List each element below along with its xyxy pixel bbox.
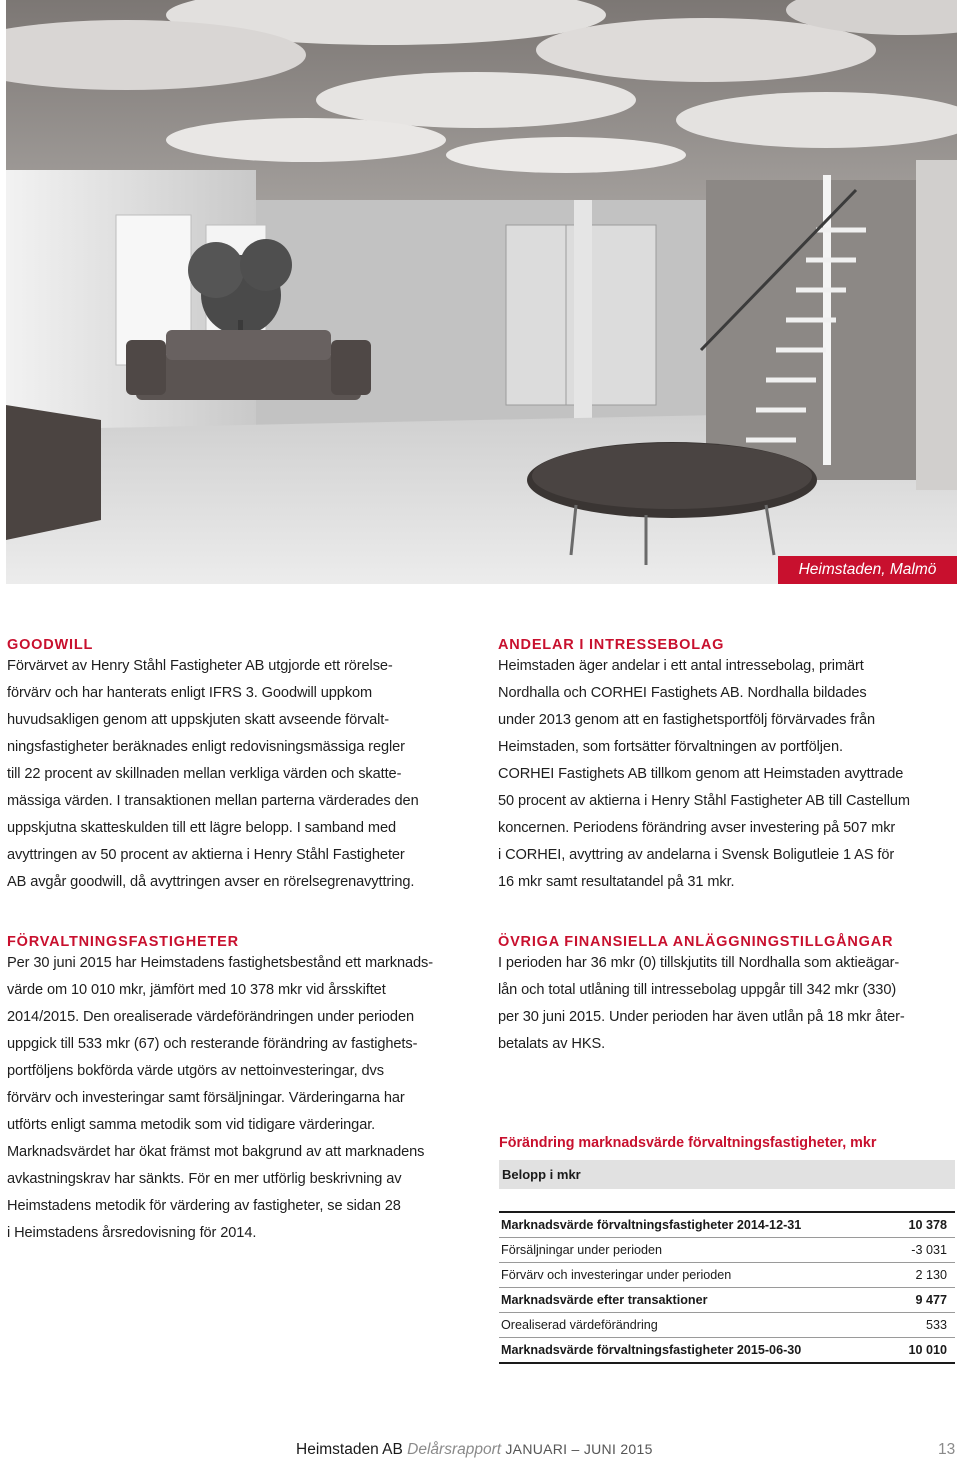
forvaltning-line: Heimstadens metodik för värdering av fastigheter, se sidan 28 bbox=[7, 1198, 401, 1214]
lobby-photo-illustration bbox=[6, 0, 957, 584]
table-header-rule bbox=[499, 1189, 955, 1213]
forvaltning-line: värde om 10 010 mkr, jämfört med 10 378 mkr vid årsskiftet bbox=[7, 982, 386, 998]
row-label: Marknadsvärde efter transaktioner bbox=[501, 1293, 708, 1307]
row-label: Marknadsvärde förvaltningsfastigheter 2014-12-31 bbox=[501, 1218, 802, 1232]
ovriga-body bbox=[498, 950, 954, 1058]
row-value: 10 010 bbox=[908, 1343, 947, 1357]
andelar-line: CORHEI Fastighets AB tillkom genom att Heimstaden avyttrade bbox=[498, 766, 904, 782]
goodwill-line: till 22 procent av skillnaden mellan verkliga värden och skatte- bbox=[7, 766, 402, 782]
lobby-photo bbox=[6, 0, 957, 584]
page-number: 13 bbox=[938, 1441, 956, 1458]
forvaltning-line: avkastningskrav har sänkts. För en mer utförlig beskrivning av bbox=[7, 1171, 402, 1187]
goodwill-line: avyttringen av 50 procent av aktierna i Henry Ståhl Fastigheter bbox=[7, 847, 405, 863]
andelar-line: Heimstaden äger andelar i ett antal intressebolag, primärt bbox=[498, 658, 864, 674]
row-value: 2 130 bbox=[915, 1268, 947, 1282]
forvaltning-line: i Heimstadens årsredovisning för 2014. bbox=[7, 1225, 257, 1241]
andelar-heading: ANDELAR I INTRESSEBOLAG bbox=[498, 637, 725, 653]
table-row bbox=[499, 1288, 955, 1313]
row-label: Orealiserad värdeförändring bbox=[501, 1318, 658, 1332]
ovriga-heading: ÖVRIGA FINANSIELLA ANLÄGGNINGSTILLGÅNGAR bbox=[498, 934, 894, 950]
goodwill-line: huvudsakligen genom att uppskjuten skatt avseende förvalt- bbox=[7, 712, 389, 728]
row-label: Förvärv och investeringar under perioden bbox=[501, 1268, 732, 1282]
forvaltning-line: utförts enligt samma metodik som vid tidigare värderingar. bbox=[7, 1117, 376, 1133]
andelar-line: 16 mkr samt resultatandel på 31 mkr. bbox=[498, 874, 735, 890]
forvaltning-heading: FÖRVALTNINGSFASTIGHETER bbox=[7, 934, 239, 950]
andelar-line: Nordhalla och CORHEI Fastighets AB. Nordhalla bildades bbox=[498, 685, 867, 701]
market-value-table bbox=[499, 1133, 955, 1364]
andelar-line: koncernen. Periodens förändring avser investering på 507 mkr bbox=[498, 820, 896, 836]
andelar-line: under 2013 genom att en fastighetsportfölj förvärvades från bbox=[498, 712, 876, 728]
andelar-line: i CORHEI, avyttring av andelarna i Svensk Boligutleie 1 AS för bbox=[498, 847, 895, 863]
photo-caption: Heimstaden, Malmö bbox=[778, 556, 957, 584]
andelar-section bbox=[498, 635, 954, 896]
goodwill-section bbox=[7, 635, 463, 896]
row-value: 9 477 bbox=[915, 1293, 947, 1307]
ovriga-line: lån och total utlåning till intressebolag uppgår till 342 mkr (330) bbox=[498, 982, 897, 998]
ovriga-line: betalats av HKS. bbox=[498, 1036, 606, 1052]
forvaltning-line: Marknadsvärdet har ökat främst mot bakgrund av att marknadens bbox=[7, 1144, 425, 1160]
andelar-line: 50 procent av aktierna i Henry Ståhl Fastigheter AB till Castellum bbox=[498, 793, 910, 809]
goodwill-line: förvärv och har hanterats enligt IFRS 3. Goodwill uppkom bbox=[7, 685, 373, 701]
table-row bbox=[499, 1263, 955, 1288]
page-footer bbox=[296, 1441, 653, 1459]
ovriga-line: I perioden har 36 mkr (0) tillskjutits till Nordhalla som aktieägar- bbox=[498, 955, 900, 971]
table-row bbox=[499, 1238, 955, 1263]
ovriga-line: per 30 juni 2015. Under perioden har även utlån på 18 mkr åter- bbox=[498, 1009, 905, 1025]
goodwill-heading: GOODWILL bbox=[7, 637, 94, 653]
andelar-line: Heimstaden, som fortsätter förvaltningen av portföljen. bbox=[498, 739, 843, 755]
table-row bbox=[499, 1213, 955, 1238]
goodwill-line: uppskjutna skatteskulden till ett lägre belopp. I samband med bbox=[7, 820, 396, 836]
table-header: Belopp i mkr bbox=[499, 1160, 955, 1189]
forvaltning-line: Per 30 juni 2015 har Heimstadens fastighetsbestånd ett marknads- bbox=[7, 955, 433, 971]
forvaltning-line: uppgick till 533 mkr (67) och resterande förändring av fastighets- bbox=[7, 1036, 418, 1052]
forvaltning-line: portföljens bokförda värde utgörs av nettoinvesteringar, dvs bbox=[7, 1063, 384, 1079]
table-title: Förändring marknadsvärde förvaltningsfastigheter, mkr bbox=[499, 1135, 877, 1151]
row-value: -3 031 bbox=[911, 1243, 947, 1257]
forvaltning-line: 2014/2015. Den orealiserade värdeförändringen under perioden bbox=[7, 1009, 414, 1025]
goodwill-line: ningsfastigheter beräknades enligt redovisningsmässiga regler bbox=[7, 739, 405, 755]
footer-company: Heimstaden AB bbox=[296, 1441, 403, 1458]
goodwill-body bbox=[7, 653, 463, 896]
table-row bbox=[499, 1338, 955, 1364]
footer-period: JANUARI – JUNI 2015 bbox=[505, 1441, 653, 1457]
row-label: Marknadsvärde förvaltningsfastigheter 2015-06-30 bbox=[501, 1343, 802, 1357]
row-label: Försäljningar under perioden bbox=[501, 1243, 663, 1257]
ovriga-section bbox=[498, 932, 954, 1058]
forvaltning-line: förvärv och investeringar samt försäljningar. Värderingarna har bbox=[7, 1090, 405, 1106]
row-value: 533 bbox=[925, 1318, 947, 1332]
andelar-body bbox=[498, 653, 954, 896]
table-row bbox=[499, 1313, 955, 1338]
row-value: 10 378 bbox=[908, 1218, 947, 1232]
forvaltning-section bbox=[7, 932, 463, 1247]
goodwill-line: Förvärvet av Henry Ståhl Fastigheter AB utgjorde ett rörelse- bbox=[7, 658, 393, 674]
forvaltning-body bbox=[7, 950, 463, 1247]
footer-document: Delårsrapport bbox=[407, 1441, 502, 1458]
goodwill-line: mässiga värden. I transaktionen mellan parterna värderades den bbox=[7, 793, 419, 809]
goodwill-line: AB avgår goodwill, då avyttringen avser en rörelsegrenavyttring. bbox=[7, 874, 415, 890]
